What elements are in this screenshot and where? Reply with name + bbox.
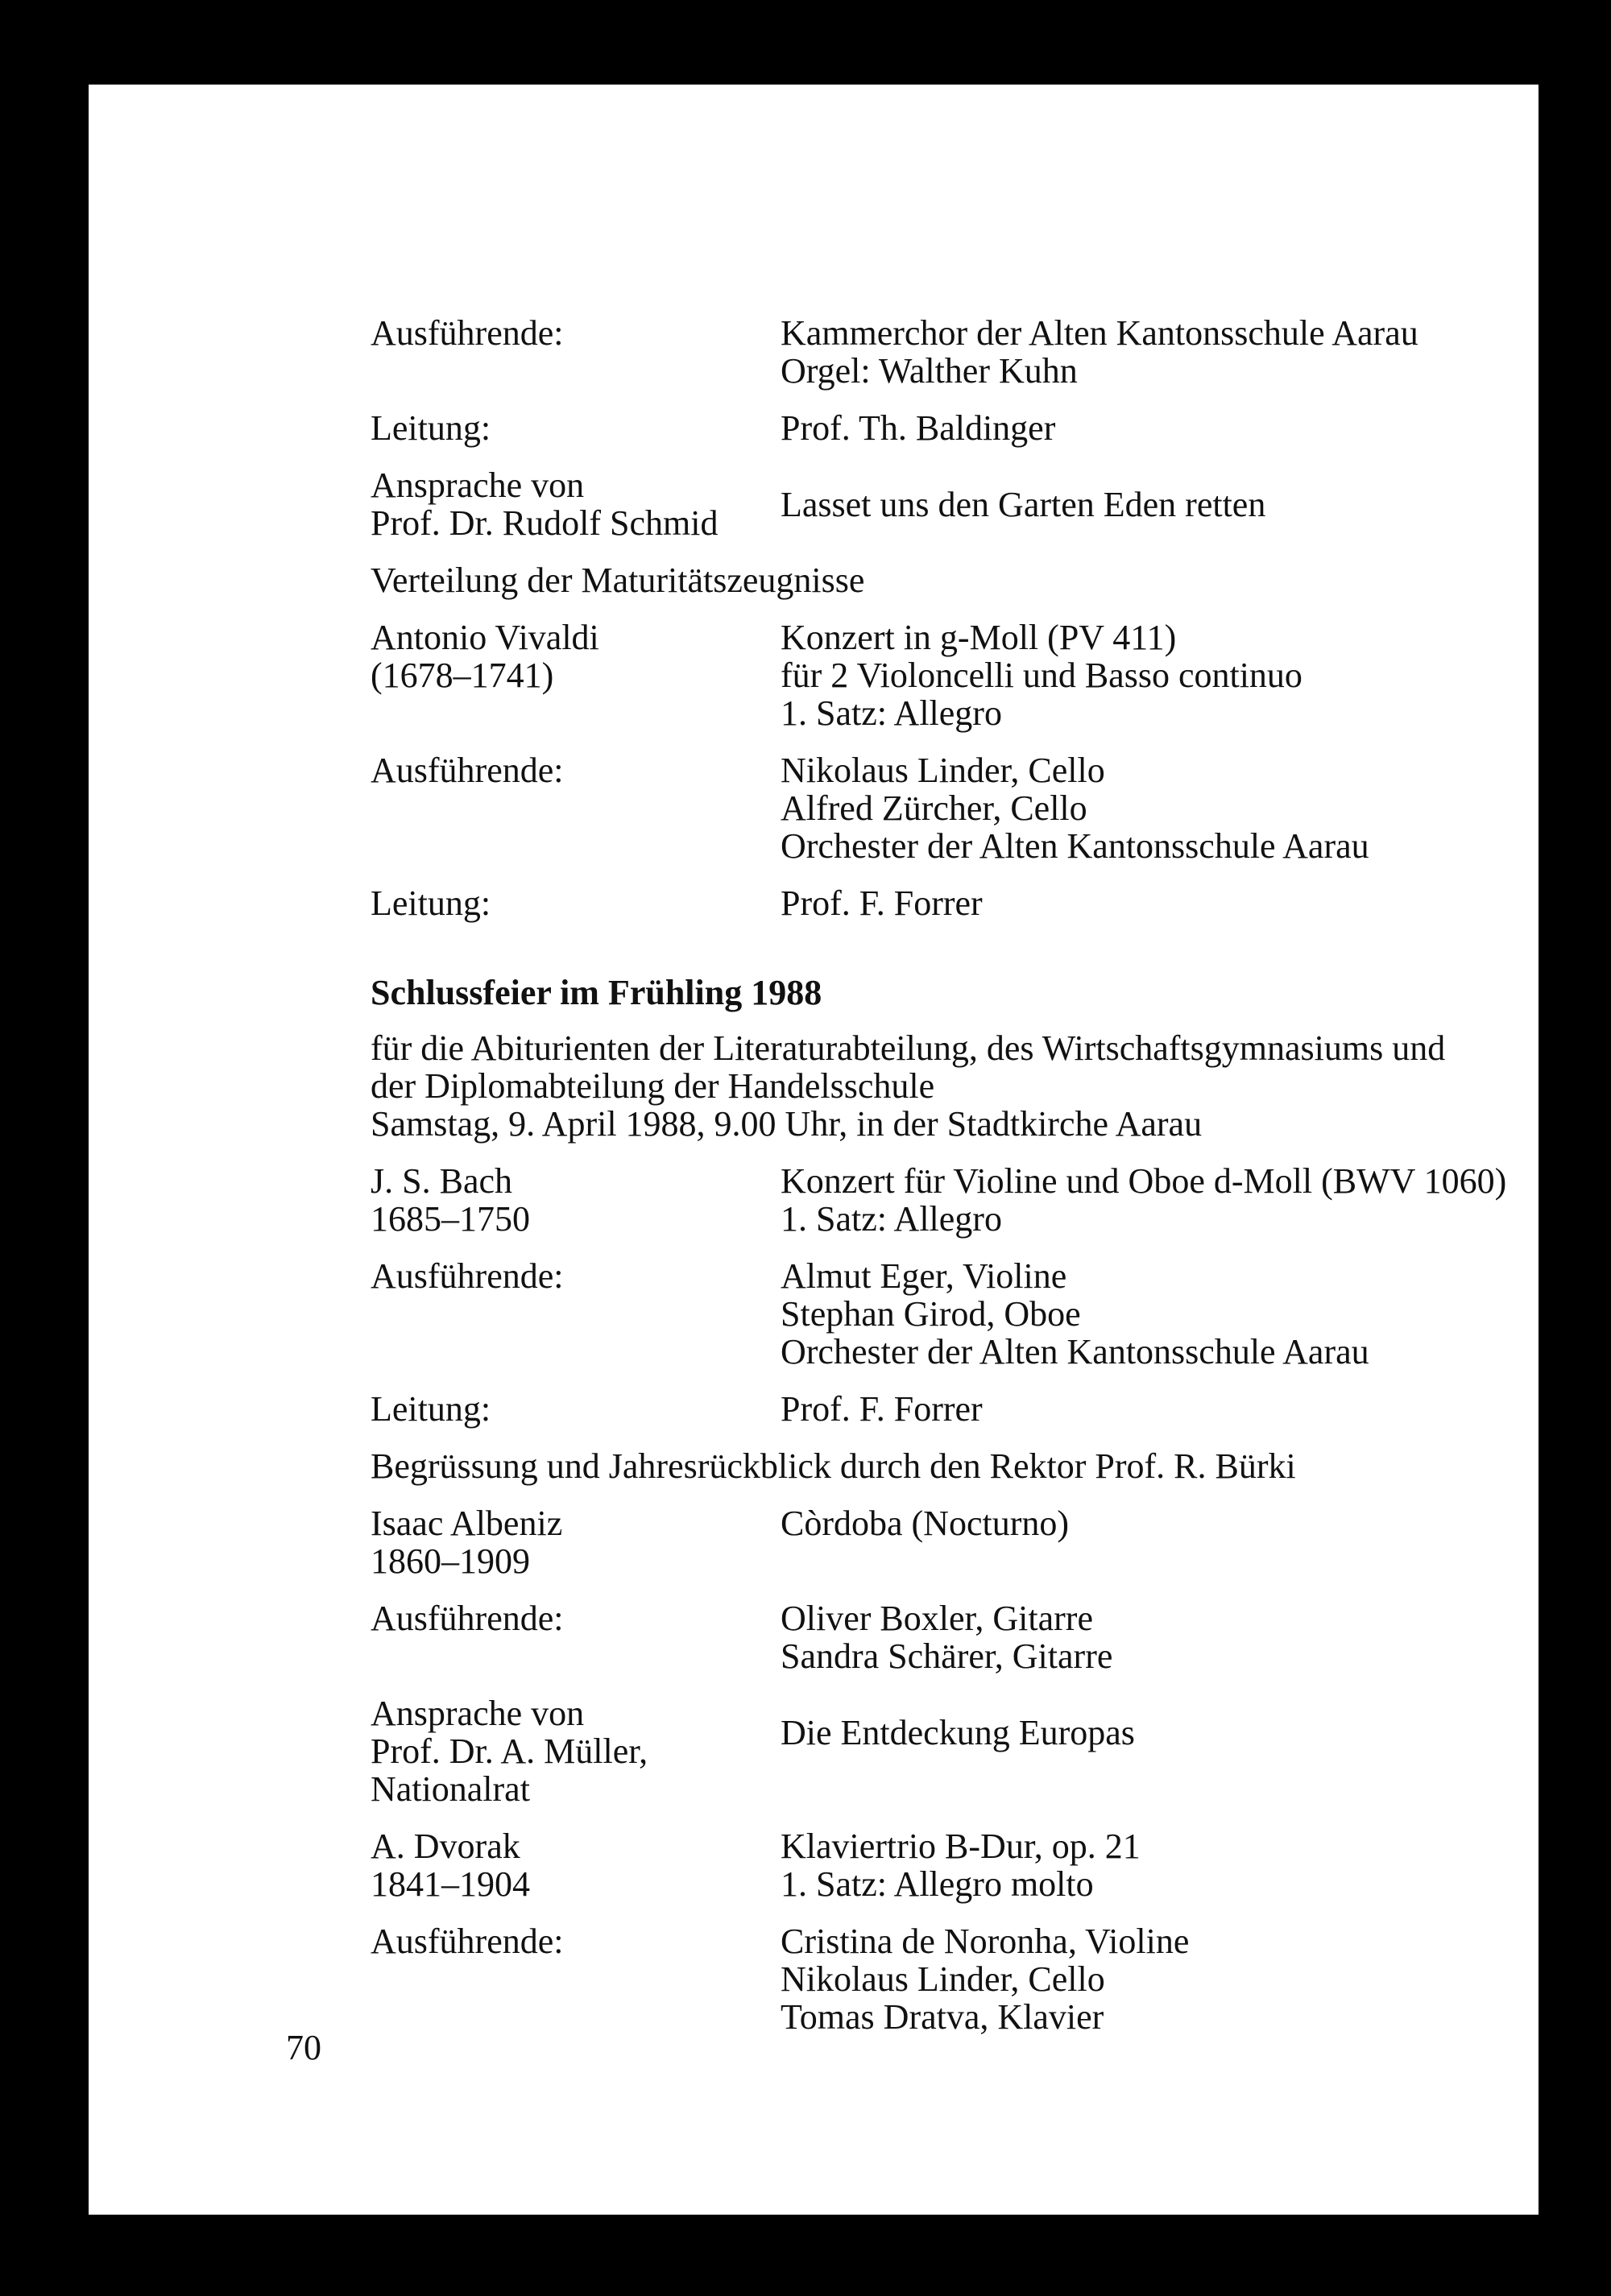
row-label: Ausführende:: [371, 751, 564, 790]
program-row: [371, 466, 1563, 542]
row-value: Oliver Boxler, Gitarre Sandra Schärer, Gitarre: [781, 1599, 1113, 1676]
row-value: Konzert in g-Moll (PV 411) für 2 Violoncelli und Basso continuo 1. Satz: Allegro: [781, 618, 1302, 733]
row-label: Ausführende:: [371, 313, 564, 353]
program-row: [371, 1827, 1563, 1903]
row-value: Die Entdeckung Europas: [781, 1713, 1135, 1752]
row-label: Ausführende:: [371, 1599, 564, 1638]
program-row: [371, 1694, 1563, 1808]
document-page: [89, 85, 1539, 2215]
program-row: [371, 409, 1563, 447]
program-row: [371, 314, 1563, 390]
program-row: [371, 1257, 1563, 1371]
row-label: Ausführende:: [371, 1922, 564, 1961]
row-value: Prof. Th. Baldinger: [781, 408, 1056, 448]
row-label: Leitung:: [371, 1389, 491, 1429]
verteilung-line: Verteilung der Maturitätszeugnisse: [371, 561, 865, 600]
row-label: Isaac Albeniz 1860–1909: [371, 1504, 563, 1581]
section-heading: Schlussfeier im Frühling 1988: [371, 973, 822, 1012]
program-row: [371, 751, 1563, 865]
program-row: [371, 1922, 1563, 2036]
row-label: J. S. Bach 1685–1750: [371, 1161, 530, 1239]
page-number: 70: [286, 2028, 321, 2067]
row-value: Nikolaus Linder, Cello Alfred Zürcher, Cello Orchester der Alten Kantonsschule Aarau: [781, 751, 1369, 866]
row-label: Leitung:: [371, 883, 491, 923]
row-label: Antonio Vivaldi (1678–1741): [371, 618, 599, 695]
row-value: Lasset uns den Garten Eden retten: [781, 484, 1266, 524]
program-row: [371, 1390, 1563, 1428]
row-label: Ansprache von Prof. Dr. A. Müller, Nationalrat: [371, 1694, 648, 1809]
row-label: A. Dvorak 1841–1904: [371, 1826, 530, 1904]
row-value: Almut Eger, Violine Stephan Girod, Oboe Orchester der Alten Kantonsschule Aarau: [781, 1256, 1369, 1371]
row-value: Prof. F. Forrer: [781, 883, 983, 923]
program-row: [371, 1162, 1563, 1238]
row-label: Ausführende:: [371, 1256, 564, 1296]
row-label: Leitung:: [371, 408, 491, 448]
row-value: Cristina de Noronha, Violine Nikolaus Linder, Cello Tomas Dratva, Klavier: [781, 1922, 1190, 2037]
program-row: [371, 884, 1563, 922]
row-label: Ansprache von Prof. Dr. Rudolf Schmid: [371, 465, 719, 543]
program-row: [371, 618, 1563, 732]
begruessung-line: Begrüssung und Jahresrückblick durch den Rektor Prof. R. Bürki: [371, 1446, 1296, 1486]
row-value: Prof. F. Forrer: [781, 1389, 983, 1429]
row-value: Klaviertrio B-Dur, op. 21 1. Satz: Allegro molto: [781, 1826, 1141, 1904]
intro-paragraph: für die Abiturienten der Literaturabteilung, des Wirtschaftsgymnasiums und der Diplomabteilung der Handelsschule Samstag, 9. April 1988, 9.00 Uhr, in der Stadtkirche Aarau: [371, 1028, 1446, 1144]
program-row: [371, 1504, 1563, 1580]
row-value: Còrdoba (Nocturno): [781, 1504, 1070, 1543]
row-value: Kammerchor der Alten Kantonsschule Aarau Orgel: Walther Kuhn: [781, 313, 1418, 391]
program-content: [371, 314, 1563, 2055]
row-value: Konzert für Violine und Oboe d-Moll (BWV 1060) 1. Satz: Allegro: [781, 1161, 1507, 1239]
program-row: [371, 1599, 1563, 1675]
